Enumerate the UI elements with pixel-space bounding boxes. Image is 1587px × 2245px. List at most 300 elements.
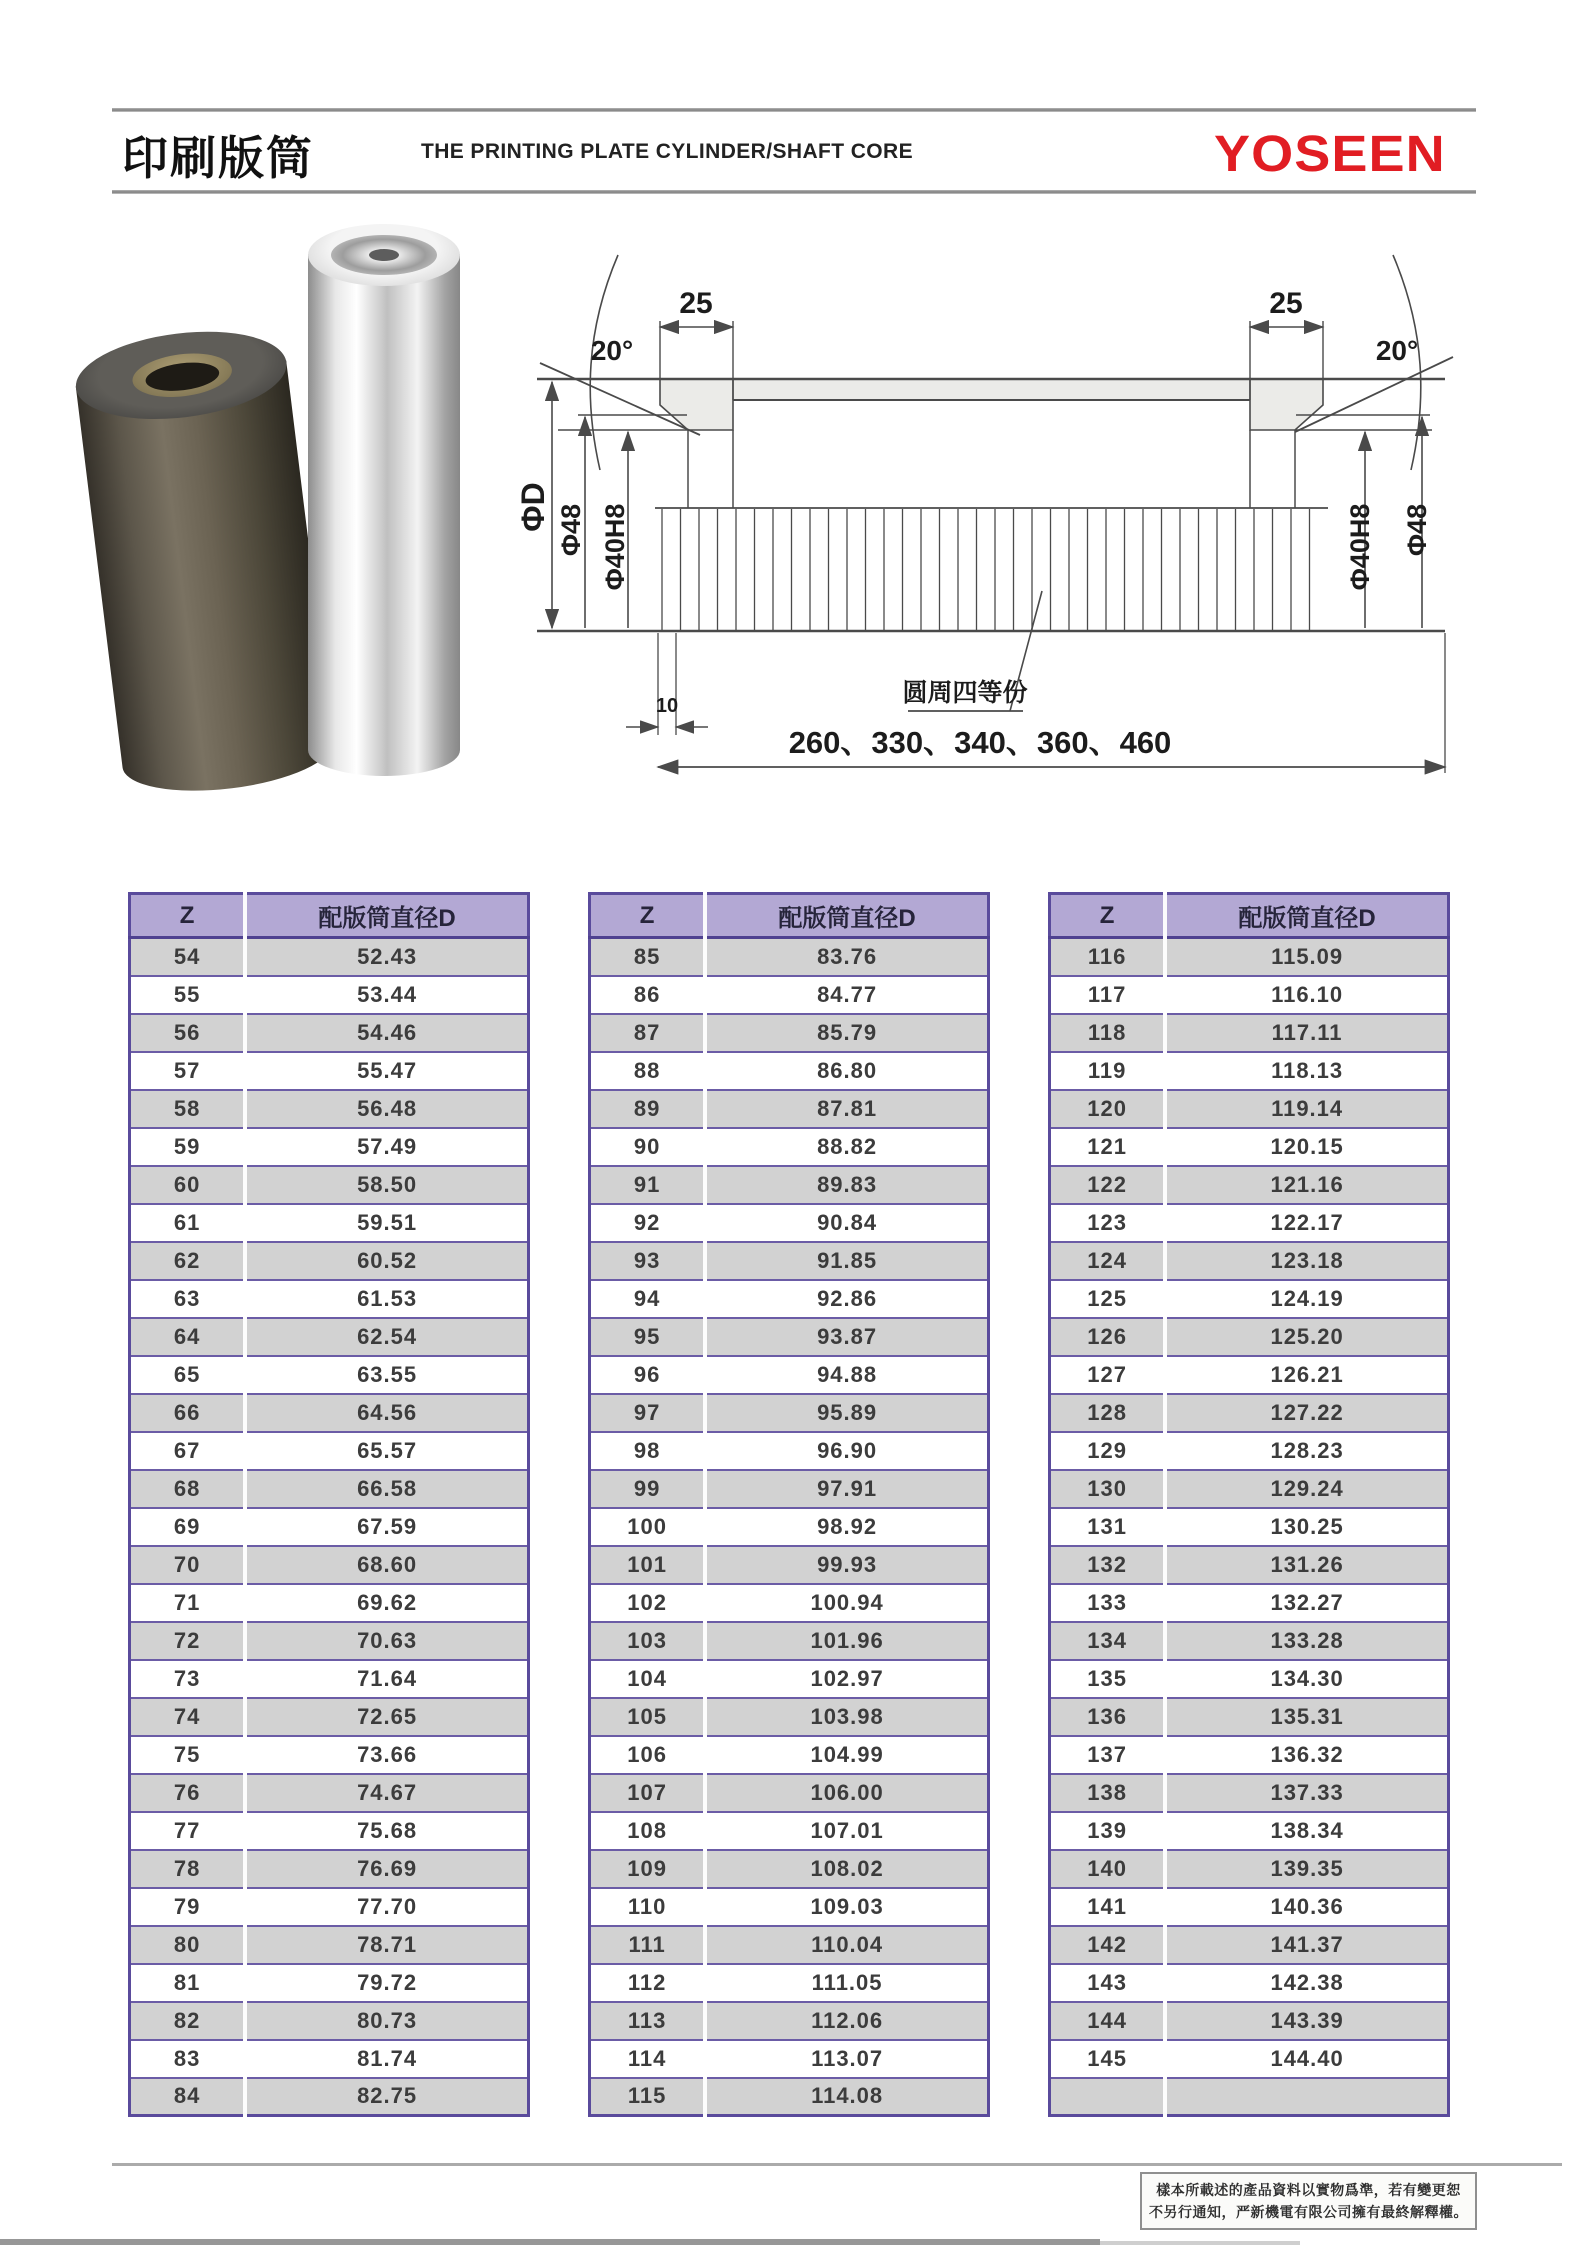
gear-diameter-table-1 — [128, 892, 530, 2117]
cell-diameter: 56.48 — [245, 1090, 528, 1128]
cell-z: 134 — [1050, 1622, 1166, 1660]
cell-diameter: 113.07 — [705, 2040, 988, 2078]
cell-diameter: 121.16 — [1165, 1166, 1448, 1204]
table-row — [1050, 1052, 1449, 1090]
cell-z: 85 — [590, 938, 706, 976]
cell-diameter: 137.33 — [1165, 1774, 1448, 1812]
angle-right-label: 20° — [1375, 335, 1419, 366]
cell-diameter: 86.80 — [705, 1052, 988, 1090]
page-edge-strip-light — [1100, 2241, 1300, 2245]
cell-diameter: 72.65 — [245, 1698, 528, 1736]
footer-line-1: 樣本所載述的產品資料以實物爲準，若有變更恕 — [1156, 2181, 1461, 2198]
circumference-note: 圆周四等份 — [902, 679, 1028, 707]
cell-z: 123 — [1050, 1204, 1166, 1242]
table-row — [1050, 1242, 1449, 1280]
cell-diameter: 118.13 — [1165, 1052, 1448, 1090]
table-row — [590, 938, 989, 976]
dim-phi40-right-label: Φ40H8 — [1345, 503, 1375, 591]
cell-z: 99 — [590, 1470, 706, 1508]
table-row — [130, 1394, 529, 1432]
cell-diameter: 55.47 — [245, 1052, 528, 1090]
table-row — [1050, 2078, 1449, 2116]
table-row — [130, 1774, 529, 1812]
cell-diameter: 108.02 — [705, 1850, 988, 1888]
table-row — [590, 2078, 989, 2116]
cell-z: 118 — [1050, 1014, 1166, 1052]
cell-diameter: 120.15 — [1165, 1128, 1448, 1166]
dim-phi48-right-label: Φ48 — [1402, 503, 1432, 557]
table-row — [130, 1166, 529, 1204]
cell-diameter: 62.54 — [245, 1318, 528, 1356]
cell-diameter: 127.22 — [1165, 1394, 1448, 1432]
cell-diameter: 66.58 — [245, 1470, 528, 1508]
cell-diameter: 75.68 — [245, 1812, 528, 1850]
table-row — [1050, 1622, 1449, 1660]
table-row — [590, 1280, 989, 1318]
cell-diameter: 102.97 — [705, 1660, 988, 1698]
cell-diameter: 130.25 — [1165, 1508, 1448, 1546]
cell-diameter: 103.98 — [705, 1698, 988, 1736]
cell-z: 60 — [130, 1166, 246, 1204]
table-row — [1050, 1850, 1449, 1888]
table-row — [590, 1508, 989, 1546]
table-row — [590, 2040, 989, 2078]
cell-z: 116 — [1050, 938, 1166, 976]
cell-diameter: 58.50 — [245, 1166, 528, 1204]
table-row — [590, 1812, 989, 1850]
cell-z: 77 — [130, 1812, 246, 1850]
cell-z: 63 — [130, 1280, 246, 1318]
gear-diameter-table-2 — [588, 892, 990, 2117]
cell-z: 81 — [130, 1964, 246, 2002]
table-row — [130, 1432, 529, 1470]
table-row — [1050, 1356, 1449, 1394]
table-row — [590, 1014, 989, 1052]
table-row — [130, 1052, 529, 1090]
table-row — [590, 1128, 989, 1166]
cell-diameter: 111.05 — [705, 1964, 988, 2002]
cell-z: 71 — [130, 1584, 246, 1622]
cell-diameter: 70.63 — [245, 1622, 528, 1660]
cell-diameter: 129.24 — [1165, 1470, 1448, 1508]
cell-diameter: 95.89 — [705, 1394, 988, 1432]
table-row — [130, 1204, 529, 1242]
table-row — [130, 1964, 529, 2002]
cell-diameter: 76.69 — [245, 1850, 528, 1888]
cell-diameter: 98.92 — [705, 1508, 988, 1546]
cell-z: 55 — [130, 976, 246, 1014]
table-row — [1050, 976, 1449, 1014]
cell-z: 97 — [590, 1394, 706, 1432]
cell-diameter: 53.44 — [245, 976, 528, 1014]
cell-diameter: 97.91 — [705, 1470, 988, 1508]
cell-z: 127 — [1050, 1356, 1166, 1394]
table-row — [130, 2040, 529, 2078]
page-title-chinese: 印刷版筒 — [122, 132, 314, 184]
cell-diameter: 92.86 — [705, 1280, 988, 1318]
cell-z: 139 — [1050, 1812, 1166, 1850]
footer-line-2: 不另行通知，严新機電有限公司擁有最終解釋權。 — [1149, 2204, 1468, 2220]
cell-diameter: 91.85 — [705, 1242, 988, 1280]
cell-z: 89 — [590, 1090, 706, 1128]
cell-z: 126 — [1050, 1318, 1166, 1356]
footer-separator — [112, 2163, 1562, 2166]
cell-z: 113 — [590, 2002, 706, 2040]
table-row — [1050, 1698, 1449, 1736]
dim-25-left-label: 25 — [679, 287, 713, 320]
cell-z: 128 — [1050, 1394, 1166, 1432]
table-row — [590, 1394, 989, 1432]
brand-logo: YOSEEN — [1214, 125, 1446, 182]
cell-diameter: 119.14 — [1165, 1090, 1448, 1128]
table-row — [130, 1090, 529, 1128]
dim-phi40-left-label: Φ40H8 — [600, 503, 630, 591]
technical-drawing — [500, 195, 1510, 780]
cell-z: 56 — [130, 1014, 246, 1052]
table-row — [130, 1470, 529, 1508]
table-row — [590, 1698, 989, 1736]
cell-z: 61 — [130, 1204, 246, 1242]
page-edge-strip — [0, 2239, 1100, 2245]
cell-diameter: 82.75 — [245, 2078, 528, 2116]
cell-z: 57 — [130, 1052, 246, 1090]
cell-diameter: 83.76 — [705, 938, 988, 976]
cell-diameter: 88.82 — [705, 1128, 988, 1166]
cell-z: 98 — [590, 1432, 706, 1470]
cell-z: 109 — [590, 1850, 706, 1888]
table-row — [1050, 2040, 1449, 2078]
cell-z: 68 — [130, 1470, 246, 1508]
table-row — [130, 1128, 529, 1166]
cell-diameter: 117.11 — [1165, 1014, 1448, 1052]
table-row — [130, 1698, 529, 1736]
cell-z: 140 — [1050, 1850, 1166, 1888]
cell-z: 90 — [590, 1128, 706, 1166]
cell-z: 69 — [130, 1508, 246, 1546]
cell-diameter: 134.30 — [1165, 1660, 1448, 1698]
flange-right — [1250, 379, 1323, 430]
table-row — [590, 1432, 989, 1470]
cell-z: 133 — [1050, 1584, 1166, 1622]
table-row — [1050, 1964, 1449, 2002]
cell-diameter: 59.51 — [245, 1204, 528, 1242]
cell-z: 80 — [130, 1926, 246, 1964]
table-row — [130, 1812, 529, 1850]
table-row — [1050, 1926, 1449, 1964]
table-row — [1050, 1280, 1449, 1318]
column-header-z: Z — [590, 894, 706, 938]
table-row — [1050, 1546, 1449, 1584]
cell-z: 75 — [130, 1736, 246, 1774]
cell-diameter: 89.83 — [705, 1166, 988, 1204]
cell-z: 54 — [130, 938, 246, 976]
table-row — [1050, 1888, 1449, 1926]
cell-diameter: 60.52 — [245, 1242, 528, 1280]
page-title-english: THE PRINTING PLATE CYLINDER/SHAFT CORE — [421, 140, 913, 163]
table-row — [590, 1318, 989, 1356]
table-row — [130, 1356, 529, 1394]
table-row — [590, 1774, 989, 1812]
cell-z — [1050, 2078, 1166, 2116]
cell-z: 137 — [1050, 1736, 1166, 1774]
table-row — [1050, 1394, 1449, 1432]
table-row — [590, 1736, 989, 1774]
cell-z: 91 — [590, 1166, 706, 1204]
table-row — [1050, 1470, 1449, 1508]
cell-z: 92 — [590, 1204, 706, 1242]
table-row — [130, 1508, 529, 1546]
header-rule-top — [112, 108, 1476, 112]
cell-z: 115 — [590, 2078, 706, 2116]
column-header-diameter: 配版筒直径D — [705, 894, 988, 938]
cell-diameter: 99.93 — [705, 1546, 988, 1584]
table-row — [590, 1850, 989, 1888]
dim-25-right-label: 25 — [1269, 287, 1303, 320]
cell-diameter: 71.64 — [245, 1660, 528, 1698]
cell-z: 112 — [590, 1964, 706, 2002]
cell-z: 122 — [1050, 1166, 1166, 1204]
cell-diameter: 54.46 — [245, 1014, 528, 1052]
table-row — [590, 1926, 989, 1964]
cell-diameter: 94.88 — [705, 1356, 988, 1394]
cell-z: 129 — [1050, 1432, 1166, 1470]
column-header-diameter: 配版筒直径D — [245, 894, 528, 938]
cell-z: 96 — [590, 1356, 706, 1394]
cell-diameter: 116.10 — [1165, 976, 1448, 1014]
cell-diameter: 68.60 — [245, 1546, 528, 1584]
cell-diameter: 93.87 — [705, 1318, 988, 1356]
cell-z: 138 — [1050, 1774, 1166, 1812]
cell-z: 73 — [130, 1660, 246, 1698]
cell-diameter: 125.20 — [1165, 1318, 1448, 1356]
cell-diameter: 132.27 — [1165, 1584, 1448, 1622]
cell-z: 87 — [590, 1014, 706, 1052]
table-row — [1050, 1774, 1449, 1812]
cell-z: 144 — [1050, 2002, 1166, 2040]
cell-diameter: 106.00 — [705, 1774, 988, 1812]
table-row — [1050, 1204, 1449, 1242]
cell-diameter: 124.19 — [1165, 1280, 1448, 1318]
cell-z: 70 — [130, 1546, 246, 1584]
cell-diameter: 100.94 — [705, 1584, 988, 1622]
cell-diameter: 63.55 — [245, 1356, 528, 1394]
table-row — [1050, 1432, 1449, 1470]
cell-z: 142 — [1050, 1926, 1166, 1964]
table-row — [130, 1546, 529, 1584]
table-row — [130, 2002, 529, 2040]
cell-diameter: 115.09 — [1165, 938, 1448, 976]
cell-diameter: 123.18 — [1165, 1242, 1448, 1280]
cell-diameter: 77.70 — [245, 1888, 528, 1926]
cell-z: 117 — [1050, 976, 1166, 1014]
cell-z: 84 — [130, 2078, 246, 2116]
cell-diameter: 52.43 — [245, 938, 528, 976]
cell-diameter: 65.57 — [245, 1432, 528, 1470]
table-row — [1050, 1812, 1449, 1850]
cell-z: 82 — [130, 2002, 246, 2040]
cell-z: 132 — [1050, 1546, 1166, 1584]
cell-diameter: 122.17 — [1165, 1204, 1448, 1242]
cell-diameter: 96.90 — [705, 1432, 988, 1470]
table-row — [130, 1318, 529, 1356]
dim-pitch-label: 10 — [655, 695, 679, 717]
cell-z: 59 — [130, 1128, 246, 1166]
table-row — [590, 976, 989, 1014]
cell-diameter: 57.49 — [245, 1128, 528, 1166]
table-row — [130, 976, 529, 1014]
cell-diameter: 107.01 — [705, 1812, 988, 1850]
dark-cylinder-image — [71, 321, 337, 801]
table-row — [130, 1660, 529, 1698]
cell-z: 64 — [130, 1318, 246, 1356]
cell-z: 58 — [130, 1090, 246, 1128]
cell-z: 83 — [130, 2040, 246, 2078]
cell-z: 67 — [130, 1432, 246, 1470]
table-row — [130, 1280, 529, 1318]
cell-z: 105 — [590, 1698, 706, 1736]
cell-z: 141 — [1050, 1888, 1166, 1926]
cell-diameter: 114.08 — [705, 2078, 988, 2116]
column-header-diameter: 配版筒直径D — [1165, 894, 1448, 938]
cell-z: 65 — [130, 1356, 246, 1394]
silver-cylinder-bore-hole — [369, 249, 399, 261]
cell-diameter: 112.06 — [705, 2002, 988, 2040]
table-row — [1050, 1318, 1449, 1356]
cell-diameter: 141.37 — [1165, 1926, 1448, 1964]
table-row — [590, 1584, 989, 1622]
cell-diameter: 143.39 — [1165, 2002, 1448, 2040]
angle-left-label: 20° — [590, 335, 634, 366]
cell-diameter: 64.56 — [245, 1394, 528, 1432]
cell-diameter: 131.26 — [1165, 1546, 1448, 1584]
cell-diameter: 67.59 — [245, 1508, 528, 1546]
cell-diameter: 133.28 — [1165, 1622, 1448, 1660]
footer-disclaimer — [1140, 2172, 1477, 2230]
cell-z: 119 — [1050, 1052, 1166, 1090]
table-row — [1050, 1508, 1449, 1546]
cell-z: 93 — [590, 1242, 706, 1280]
cell-diameter: 79.72 — [245, 1964, 528, 2002]
column-header-z: Z — [130, 894, 246, 938]
cell-diameter: 78.71 — [245, 1926, 528, 1964]
cell-z: 78 — [130, 1850, 246, 1888]
cell-z: 104 — [590, 1660, 706, 1698]
cell-z: 66 — [130, 1394, 246, 1432]
table-row — [1050, 1584, 1449, 1622]
table-row — [590, 1166, 989, 1204]
cell-z: 106 — [590, 1736, 706, 1774]
cell-diameter: 142.38 — [1165, 1964, 1448, 2002]
cell-z: 62 — [130, 1242, 246, 1280]
cell-z: 101 — [590, 1546, 706, 1584]
cell-diameter: 110.04 — [705, 1926, 988, 1964]
product-photo — [70, 210, 500, 810]
cell-diameter: 135.31 — [1165, 1698, 1448, 1736]
cell-diameter: 144.40 — [1165, 2040, 1448, 2078]
cell-z: 103 — [590, 1622, 706, 1660]
table-row — [590, 1660, 989, 1698]
cell-z: 130 — [1050, 1470, 1166, 1508]
cell-z: 145 — [1050, 2040, 1166, 2078]
dim-length-label: 260、330、340、360、460 — [788, 725, 1172, 760]
cell-z: 108 — [590, 1812, 706, 1850]
cell-diameter: 136.32 — [1165, 1736, 1448, 1774]
cell-diameter: 109.03 — [705, 1888, 988, 1926]
cell-z: 135 — [1050, 1660, 1166, 1698]
cell-diameter: 128.23 — [1165, 1432, 1448, 1470]
cell-diameter: 90.84 — [705, 1204, 988, 1242]
cell-z: 131 — [1050, 1508, 1166, 1546]
cell-diameter — [1165, 2078, 1448, 2116]
header-rule-bottom — [112, 190, 1476, 194]
cell-diameter: 81.74 — [245, 2040, 528, 2078]
table-row — [590, 1622, 989, 1660]
table-row — [1050, 938, 1449, 976]
table-row — [130, 938, 529, 976]
cell-z: 124 — [1050, 1242, 1166, 1280]
table-row — [590, 1470, 989, 1508]
table-row — [1050, 2002, 1449, 2040]
table-row — [130, 1242, 529, 1280]
cell-diameter: 84.77 — [705, 976, 988, 1014]
sleeve-band — [733, 380, 1250, 399]
cell-diameter: 85.79 — [705, 1014, 988, 1052]
cell-z: 125 — [1050, 1280, 1166, 1318]
cell-z: 143 — [1050, 1964, 1166, 2002]
table-row — [130, 1584, 529, 1622]
cell-diameter: 140.36 — [1165, 1888, 1448, 1926]
cell-diameter: 139.35 — [1165, 1850, 1448, 1888]
cell-diameter: 74.67 — [245, 1774, 528, 1812]
table-row — [590, 1546, 989, 1584]
cell-z: 76 — [130, 1774, 246, 1812]
cell-z: 86 — [590, 976, 706, 1014]
table-row — [590, 1888, 989, 1926]
cell-z: 95 — [590, 1318, 706, 1356]
dark-cylinder-body — [76, 360, 337, 801]
cell-diameter: 61.53 — [245, 1280, 528, 1318]
table-row — [590, 1242, 989, 1280]
dim-phiD-label: ΦD — [515, 482, 551, 532]
cell-diameter: 104.99 — [705, 1736, 988, 1774]
cell-diameter: 87.81 — [705, 1090, 988, 1128]
table-row — [130, 1926, 529, 1964]
table-row — [590, 1964, 989, 2002]
table-row — [590, 1204, 989, 1242]
cell-z: 100 — [590, 1508, 706, 1546]
silver-cylinder-image — [308, 224, 460, 776]
cell-z: 79 — [130, 1888, 246, 1926]
cell-z: 136 — [1050, 1698, 1166, 1736]
table-row — [590, 1090, 989, 1128]
table-row — [130, 1622, 529, 1660]
cell-diameter: 126.21 — [1165, 1356, 1448, 1394]
table-row — [590, 2002, 989, 2040]
cell-z: 121 — [1050, 1128, 1166, 1166]
table-row — [590, 1356, 989, 1394]
knurl-hatch — [662, 509, 1310, 630]
cell-z: 110 — [590, 1888, 706, 1926]
table-row — [1050, 1736, 1449, 1774]
cell-diameter: 138.34 — [1165, 1812, 1448, 1850]
cell-z: 72 — [130, 1622, 246, 1660]
table-row — [1050, 1660, 1449, 1698]
table-row — [130, 1888, 529, 1926]
cell-diameter: 73.66 — [245, 1736, 528, 1774]
table-row — [130, 1736, 529, 1774]
cell-z: 120 — [1050, 1090, 1166, 1128]
cell-diameter: 69.62 — [245, 1584, 528, 1622]
